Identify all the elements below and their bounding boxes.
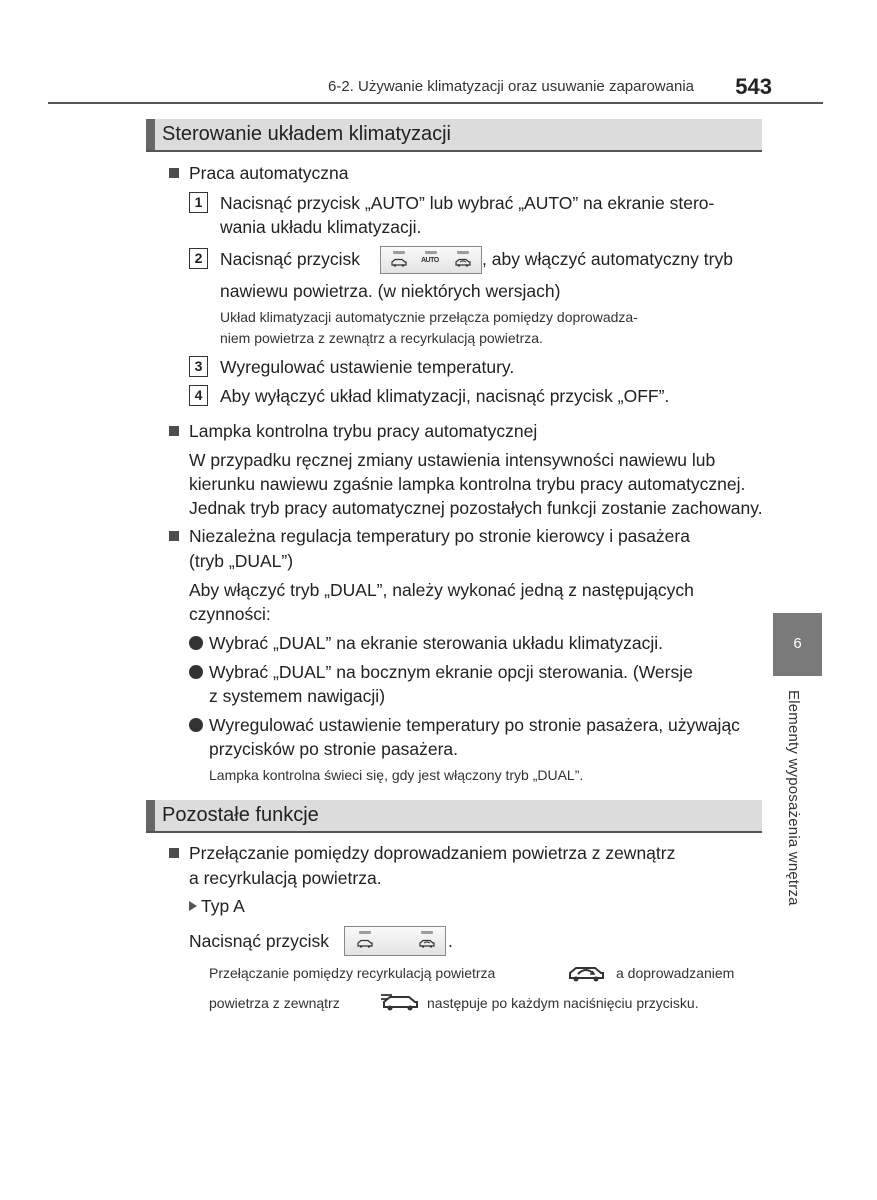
subheading-dual-line-2: (tryb „DUAL”) [189,551,294,571]
auto-mode-button-image [380,246,482,274]
recirculation-button-image [344,926,446,956]
chapter-number: 6 [793,635,802,652]
chapter-tab [773,613,822,676]
fresh-air-car-icon [356,939,374,948]
step-1-line-2: wania układu klimatyzacji. [220,217,422,237]
recirculation-icon [564,962,608,984]
indicator-line-1: W przypadku ręcznej zmiany ustawienia intensywności nawiewu lub [189,450,716,470]
recirc-note-2-after: następuje po każdym naciśnięciu przycisku. [427,995,699,1011]
press-button-period: . [448,931,453,951]
page-number: 543 [735,74,772,99]
header-rule [48,102,823,104]
round-bullet-icon [189,636,203,650]
section-title: Pozostałe funkcje [162,804,319,826]
indicator-line-2: kierunku nawiewu zgaśnie lampka kontrolna trybu pracy automatycznej. [189,474,746,494]
running-header: 6-2. Używanie klimatyzacji oraz usuwanie zaparowania [328,78,694,95]
section-heading-climate-control [146,119,762,152]
square-bullet-icon [169,531,179,541]
subheading-recirc-line-1: Przełączanie pomiędzy doprowadzaniem powietrza z zewnątrz [189,843,676,863]
square-bullet-icon [169,848,179,858]
section-title: Sterowanie układem klimatyzacji [162,123,452,145]
recirculation-car-icon [418,939,436,948]
round-bullet-icon [189,665,203,679]
subheading-dual-line-1: Niezależna regulacja temperatury po stronie kierowcy i pasażera [189,526,690,546]
square-bullet-icon [169,426,179,436]
step-2-text-before: Nacisnąć przycisk [220,249,361,269]
dual-intro-line-1: Aby włączyć tryb „DUAL”, należy wykonać jedną z następujących [189,580,694,600]
dual-bullet-1: Wybrać „DUAL” na ekranie sterowania układu klimatyzacji. [209,633,664,653]
step-3-text: Wyregulować ustawienie temperatury. [220,357,515,377]
step-2-line-2: nawiewu powietrza. (w niektórych wersjach) [220,281,561,301]
step-number: 1 [189,192,208,213]
step-1-line-1: Nacisnąć przycisk „AUTO” lub wybrać „AUTO” na ekranie stero- [220,193,715,213]
step-number: 4 [189,385,208,406]
step-2-note-line-1: Układ klimatyzacji automatycznie przełącza pomiędzy doprowadza- [220,309,638,325]
subheading-auto: Praca automatyczna [189,163,349,183]
indicator-line-3: Jednak tryb pracy automatycznej pozostałych funkcji zostanie zachowany. [189,498,763,518]
step-number: 2 [189,248,208,269]
dual-intro-line-2: czynności: [189,604,271,624]
dual-bullet-2-line-1: Wybrać „DUAL” na bocznym ekranie opcji sterowania. (Wersje [209,662,693,682]
chapter-title-vertical: Elementy wyposażenia wnętrza [785,690,802,906]
step-2-note-line-2: niem powietrza z zewnątrz a recyrkulacją powietrza. [220,330,543,346]
step-2-text-after: , aby włączyć automatyczny tryb [482,249,733,269]
dual-bullet-3-line-2: przycisków po stronie pasażera. [209,739,458,759]
section-accent [146,119,155,150]
section-accent [146,800,155,831]
dual-bullet-2-line-2: z systemem nawigacji) [209,686,386,706]
type-label: Typ A [201,896,245,916]
step-number: 3 [189,356,208,377]
fresh-air-car-icon [390,258,408,267]
dual-bullet-3-line-1: Wyregulować ustawienie temperatury po stronie pasażera, używając [209,715,740,735]
dual-note: Lampka kontrolna świeci się, gdy jest włączony tryb „DUAL”. [209,767,584,783]
section-heading-other-functions [146,800,762,833]
recirc-note-2-before: powietrza z zewnątrz [209,995,340,1011]
subheading-recirc-line-2: a recyrkulacją powietrza. [189,868,382,888]
recirc-note-1-after: a doprowadzaniem [616,965,735,981]
arrow-bullet-icon [189,901,197,911]
recirculation-car-icon [454,258,472,267]
fresh-air-icon [378,990,422,1012]
press-button-text: Nacisnąć przycisk [189,931,330,951]
auto-button-label: AUTO [421,257,439,264]
recirc-note-1-before: Przełączanie pomiędzy recyrkulacją powietrza [209,965,496,981]
subheading-indicator: Lampka kontrolna trybu pracy automatycznej [189,421,538,441]
round-bullet-icon [189,718,203,732]
step-4-text: Aby wyłączyć układ klimatyzacji, nacisnąć przycisk „OFF”. [220,386,670,406]
square-bullet-icon [169,168,179,178]
